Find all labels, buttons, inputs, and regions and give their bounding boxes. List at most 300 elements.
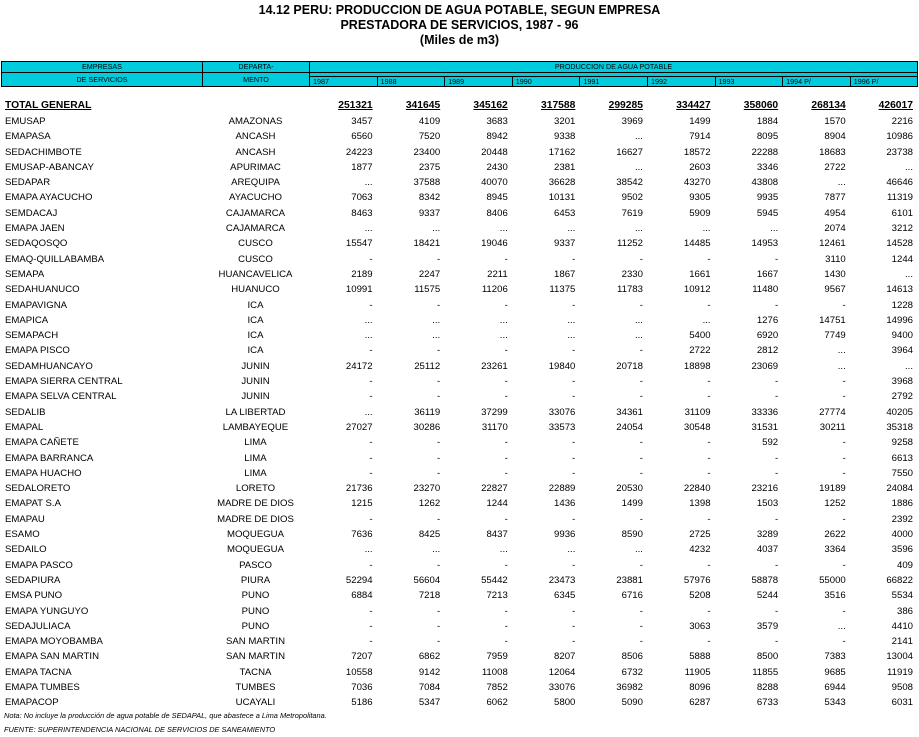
- value-cell: [377, 313, 445, 328]
- value-cell: [715, 298, 783, 313]
- value-text: 1436: [554, 498, 576, 510]
- header-empresas: EMPRESAS: [2, 62, 203, 73]
- company-name: [1, 527, 202, 542]
- value-text: -: [639, 636, 643, 648]
- table-row: [1, 389, 917, 404]
- value-cell: [850, 389, 917, 404]
- value-cell: [715, 405, 783, 420]
- value-text: 1244: [486, 498, 508, 510]
- value-cell: [309, 236, 377, 251]
- company-name: [1, 665, 202, 680]
- value-cell: [850, 573, 917, 588]
- department: MADRE DE DIOS: [217, 513, 294, 525]
- value-text: -: [369, 437, 373, 449]
- value-text: ...: [770, 223, 779, 235]
- value-text: -: [639, 620, 643, 632]
- company-name: [1, 389, 202, 404]
- name-text: EMAPA SIERRA CENTRAL: [5, 376, 123, 388]
- value-text: 6920: [756, 330, 779, 342]
- value-text: 2189: [351, 268, 373, 280]
- value-text: -: [707, 376, 711, 388]
- value-text: -: [369, 376, 373, 388]
- value-text: -: [774, 391, 779, 403]
- value-cell: [444, 420, 512, 435]
- value-cell: [377, 588, 445, 603]
- value-cell: [377, 145, 445, 160]
- value-cell: [647, 267, 715, 282]
- value-cell: [647, 481, 715, 496]
- value-cell: [850, 451, 917, 466]
- value-cell: [309, 527, 377, 542]
- department: TACNA: [239, 666, 272, 678]
- value-cell: [579, 435, 647, 450]
- value-cell: [309, 558, 377, 573]
- value-cell: [512, 634, 580, 649]
- value-text: 5400: [689, 330, 711, 342]
- value-text: ...: [364, 314, 373, 326]
- value-text: -: [774, 513, 779, 525]
- value-cell: [377, 634, 445, 649]
- footnote-fuente: FUENTE: SUPERINTENDENCIA NACIONAL DE SERVICIOS DE SANEAMIENTO: [4, 725, 276, 734]
- value-cell: [512, 206, 580, 221]
- value-cell: [715, 160, 783, 175]
- table-row: [1, 221, 917, 236]
- value-cell: [647, 190, 715, 205]
- value-cell: [512, 512, 580, 527]
- value-cell: [579, 496, 647, 511]
- value-text: 9936: [554, 529, 576, 541]
- value-text: -: [842, 636, 846, 648]
- department: SAN MARTIN: [226, 636, 285, 648]
- department: PUNO: [241, 590, 270, 602]
- value-text: 23069: [751, 360, 779, 372]
- value-text: 40070: [481, 177, 508, 189]
- value-cell: [715, 634, 783, 649]
- value-cell: [647, 206, 715, 221]
- value-text: -: [639, 513, 643, 525]
- value-cell: [715, 496, 783, 511]
- table-row: [1, 665, 917, 680]
- value-text: 592: [762, 437, 779, 449]
- value-text: 2722: [689, 345, 711, 357]
- value-text: 268134: [811, 100, 846, 111]
- header-year: 1987: [310, 76, 378, 87]
- value-cell: [647, 114, 715, 129]
- value-text: 33336: [751, 406, 779, 418]
- value-text: 21736: [345, 483, 373, 495]
- table-row: [1, 114, 917, 129]
- value-cell: [647, 129, 715, 144]
- value-text: 8096: [689, 681, 711, 693]
- table-row: [1, 588, 917, 603]
- value-text: -: [572, 376, 576, 388]
- value-cell: [444, 695, 512, 710]
- value-text: -: [572, 452, 576, 464]
- value-cell: [715, 619, 783, 634]
- table-row: [1, 129, 917, 144]
- value-text: 23400: [413, 146, 441, 158]
- value-cell: [647, 695, 715, 710]
- value-cell: [309, 206, 377, 221]
- value-text: -: [369, 391, 373, 403]
- value-text: -: [774, 376, 779, 388]
- name-text: SEDAPIURA: [5, 574, 61, 586]
- value-cell: [782, 680, 850, 695]
- value-cell: [647, 604, 715, 619]
- department: AMAZONAS: [228, 116, 283, 127]
- value-text: ...: [364, 544, 373, 556]
- value-text: ...: [432, 314, 441, 326]
- value-text: 3964: [891, 345, 913, 357]
- value-cell: [579, 405, 647, 420]
- value-cell: [309, 190, 377, 205]
- table-row: [1, 420, 917, 435]
- company-name: [1, 405, 202, 420]
- value-text: 23216: [751, 483, 779, 495]
- value-cell: [309, 267, 377, 282]
- value-text: 1503: [756, 498, 779, 510]
- value-text: 7383: [824, 651, 846, 663]
- value-cell: [647, 527, 715, 542]
- value-text: 19046: [481, 238, 508, 250]
- value-cell: [579, 97, 647, 114]
- value-text: -: [369, 620, 373, 632]
- value-cell: [444, 451, 512, 466]
- value-cell: [782, 145, 850, 160]
- value-cell: [715, 221, 783, 236]
- value-text: 3579: [756, 620, 779, 632]
- value-text: 6345: [554, 590, 576, 602]
- name-text: EMAPA TACNA: [5, 666, 72, 678]
- value-text: -: [436, 345, 441, 357]
- value-text: -: [774, 452, 779, 464]
- company-name: [1, 680, 202, 695]
- value-cell: [512, 451, 580, 466]
- value-text: 409: [896, 559, 913, 571]
- value-text: ...: [837, 177, 846, 189]
- value-cell: [309, 573, 377, 588]
- value-text: 5343: [824, 697, 846, 709]
- value-cell: [377, 466, 445, 481]
- value-cell: [377, 420, 445, 435]
- value-text: 11855: [752, 666, 779, 678]
- department: JUNIN: [241, 391, 270, 403]
- value-text: 8437: [486, 529, 508, 541]
- value-cell: [309, 680, 377, 695]
- value-cell: [579, 451, 647, 466]
- value-text: 2603: [689, 161, 711, 173]
- name-text: EMUSAP: [5, 116, 46, 127]
- department: HUANUCO: [231, 284, 280, 296]
- total-label: [1, 97, 202, 114]
- value-cell: [850, 129, 917, 144]
- value-cell: [850, 634, 917, 649]
- value-text: 14996: [886, 314, 913, 326]
- value-cell: [579, 588, 647, 603]
- value-text: 5186: [351, 697, 373, 709]
- value-text: 7914: [689, 131, 711, 143]
- value-text: 2141: [891, 636, 913, 648]
- company-name: [1, 649, 202, 664]
- value-text: 9502: [621, 192, 643, 204]
- value-cell: [512, 695, 580, 710]
- header-empresas-2: DE SERVICIOS: [2, 72, 203, 87]
- value-cell: [444, 236, 512, 251]
- value-cell: [715, 542, 783, 557]
- value-cell: [782, 588, 850, 603]
- company-name: [1, 435, 202, 450]
- value-text: 9400: [891, 330, 913, 342]
- value-text: 35318: [886, 421, 913, 433]
- value-text: 6613: [891, 452, 913, 464]
- table-row: [1, 343, 917, 358]
- name-text: EMAPA JAEN: [5, 223, 65, 235]
- value-cell: [444, 665, 512, 680]
- value-text: -: [504, 345, 508, 357]
- value-cell: [782, 206, 850, 221]
- value-cell: [647, 298, 715, 313]
- value-text: 426017: [878, 100, 913, 111]
- value-cell: [309, 97, 377, 114]
- value-cell: [444, 588, 512, 603]
- value-cell: [579, 680, 647, 695]
- value-cell: [377, 695, 445, 710]
- value-text: 36119: [414, 406, 441, 418]
- value-text: 9258: [891, 437, 913, 449]
- value-cell: [512, 389, 580, 404]
- value-cell: [377, 252, 445, 267]
- value-text: -: [369, 467, 373, 479]
- value-text: ...: [364, 223, 373, 235]
- value-text: -: [504, 636, 508, 648]
- value-cell: [377, 665, 445, 680]
- value-text: 8207: [554, 651, 576, 663]
- value-text: 5945: [756, 207, 779, 219]
- value-text: 8425: [418, 529, 441, 541]
- department: ICA: [247, 314, 264, 326]
- header-year: 1990: [512, 76, 580, 87]
- value-text: 4109: [418, 116, 441, 127]
- company-name: [1, 145, 202, 160]
- value-cell: [647, 236, 715, 251]
- value-cell: [782, 129, 850, 144]
- name-text: SEDAHUANUCO: [5, 284, 80, 296]
- value-text: 31531: [751, 421, 779, 433]
- value-cell: [647, 665, 715, 680]
- value-cell: [512, 558, 580, 573]
- value-text: 24172: [345, 360, 373, 372]
- value-text: -: [436, 299, 441, 311]
- name-text: SEDAQOSQO: [5, 238, 68, 250]
- value-cell: [850, 405, 917, 420]
- value-cell: [309, 649, 377, 664]
- value-text: ...: [499, 223, 508, 235]
- value-cell: [647, 573, 715, 588]
- value-text: -: [707, 299, 711, 311]
- value-cell: [715, 435, 783, 450]
- value-text: -: [504, 513, 508, 525]
- value-cell: [782, 298, 850, 313]
- value-text: -: [504, 437, 508, 449]
- table-row: [1, 359, 917, 374]
- value-text: 2430: [486, 161, 508, 173]
- value-text: 36628: [548, 177, 576, 189]
- value-cell: [782, 252, 850, 267]
- value-text: -: [842, 605, 846, 617]
- department: CAJAMARCA: [225, 223, 286, 235]
- name-text: EMAPA BARRANCA: [5, 452, 94, 464]
- value-text: 1228: [891, 299, 913, 311]
- value-cell: [782, 97, 850, 114]
- value-cell: [715, 573, 783, 588]
- value-cell: [850, 512, 917, 527]
- table-row: [1, 542, 917, 557]
- value-cell: [444, 649, 512, 664]
- value-text: 56604: [413, 574, 441, 586]
- value-text: ...: [567, 544, 576, 556]
- value-cell: [512, 604, 580, 619]
- company-name: [1, 129, 202, 144]
- value-cell: [512, 420, 580, 435]
- value-text: 1884: [756, 116, 779, 127]
- value-cell: [512, 619, 580, 634]
- value-cell: [309, 298, 377, 313]
- value-cell: [715, 604, 783, 619]
- value-text: 3596: [891, 544, 913, 556]
- value-cell: [647, 496, 715, 511]
- value-text: -: [639, 605, 643, 617]
- value-cell: [444, 527, 512, 542]
- value-text: 9935: [756, 192, 779, 204]
- value-cell: [512, 573, 580, 588]
- value-text: 20718: [616, 360, 643, 372]
- title-line-2: PRESTADORA DE SERVICIOS, 1987 - 96: [340, 18, 579, 32]
- value-cell: [782, 313, 850, 328]
- name-text: EMAPA HUACHO: [5, 467, 82, 479]
- title-line-3: (Miles de m3): [419, 33, 500, 47]
- value-text: -: [639, 391, 643, 403]
- value-text: 7207: [351, 651, 373, 663]
- value-text: 20448: [481, 146, 508, 158]
- value-cell: [782, 267, 850, 282]
- value-cell: [444, 221, 512, 236]
- department: PUNO: [241, 620, 270, 632]
- value-cell: [647, 435, 715, 450]
- name-text: EMAPAU: [5, 513, 45, 525]
- value-text: -: [707, 452, 711, 464]
- value-cell: [715, 451, 783, 466]
- value-cell: [715, 649, 783, 664]
- value-cell: [444, 466, 512, 481]
- value-text: -: [842, 452, 846, 464]
- header-year: 1994 P/: [783, 76, 851, 87]
- value-text: 9567: [824, 284, 846, 296]
- company-name: [1, 558, 202, 573]
- report-title: [0, 3, 919, 48]
- company-name: [1, 573, 202, 588]
- value-cell: [647, 466, 715, 481]
- value-text: 31170: [481, 421, 508, 433]
- value-text: -: [572, 437, 576, 449]
- company-name: [1, 451, 202, 466]
- value-cell: [309, 496, 377, 511]
- value-text: 9305: [689, 192, 711, 204]
- name-text: EMAPA SELVA CENTRAL: [5, 391, 117, 403]
- value-text: -: [572, 467, 576, 479]
- value-cell: [850, 466, 917, 481]
- value-cell: [512, 298, 580, 313]
- value-text: -: [436, 391, 441, 403]
- value-text: 20530: [616, 483, 643, 495]
- table-row: [1, 680, 917, 695]
- value-cell: [444, 619, 512, 634]
- value-text: 43808: [751, 177, 779, 189]
- value-cell: [444, 374, 512, 389]
- value-text: -: [504, 620, 508, 632]
- value-text: 1499: [621, 498, 643, 510]
- value-cell: [579, 343, 647, 358]
- value-text: 1244: [891, 253, 913, 265]
- department: PIURA: [240, 574, 271, 586]
- value-cell: [782, 420, 850, 435]
- value-text: 46646: [886, 177, 913, 189]
- value-cell: [512, 496, 580, 511]
- name-text: EMSA PUNO: [5, 590, 63, 602]
- value-text: 9508: [891, 681, 913, 693]
- value-text: 1252: [824, 498, 846, 510]
- value-cell: [579, 665, 647, 680]
- value-text: 23270: [413, 483, 441, 495]
- value-text: 30211: [819, 421, 846, 433]
- value-cell: [850, 175, 917, 190]
- value-text: 30548: [683, 421, 711, 433]
- value-cell: [444, 145, 512, 160]
- value-text: 1570: [824, 116, 846, 127]
- value-text: 6287: [689, 697, 711, 709]
- value-cell: [377, 374, 445, 389]
- value-cell: [647, 389, 715, 404]
- value-cell: [444, 114, 512, 129]
- value-cell: [647, 160, 715, 175]
- value-cell: [579, 252, 647, 267]
- name-text: SEMAPACH: [5, 330, 59, 342]
- value-text: 31109: [684, 406, 711, 418]
- department: JUNIN: [241, 376, 270, 388]
- value-cell: [309, 512, 377, 527]
- value-text: 334427: [676, 100, 711, 111]
- value-text: -: [774, 299, 779, 311]
- value-cell: [647, 313, 715, 328]
- value-cell: [377, 573, 445, 588]
- value-text: 1877: [351, 161, 373, 173]
- value-text: -: [504, 299, 508, 311]
- value-cell: [377, 298, 445, 313]
- value-text: 7550: [891, 467, 913, 479]
- value-text: 7218: [418, 590, 441, 602]
- value-cell: [715, 343, 783, 358]
- value-text: ...: [364, 406, 373, 418]
- value-text: ...: [905, 268, 913, 280]
- value-cell: [850, 160, 917, 175]
- value-cell: [444, 282, 512, 297]
- value-text: -: [369, 299, 373, 311]
- table-row: [1, 145, 917, 160]
- value-text: 10912: [683, 284, 711, 296]
- value-cell: [377, 236, 445, 251]
- value-cell: [850, 97, 917, 114]
- value-cell: [850, 665, 917, 680]
- value-text: 11375: [549, 284, 576, 296]
